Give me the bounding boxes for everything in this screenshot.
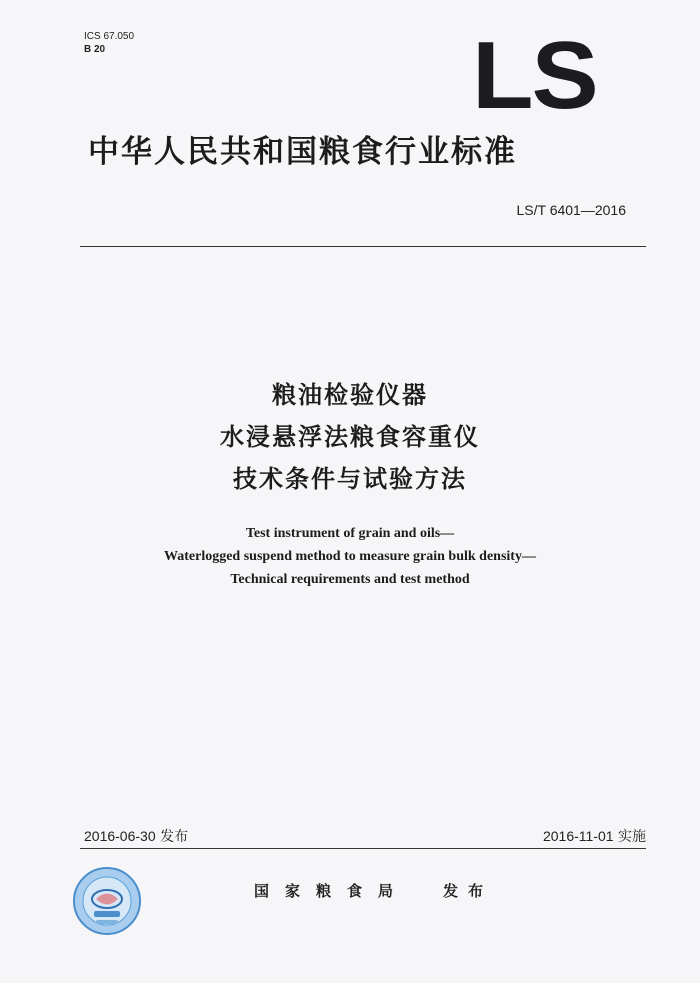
english-title <box>0 522 700 591</box>
implementation-date-value: 2016-11-01 <box>542 828 614 844</box>
standard-header-title: 中华人民共和国粮食行业标准 <box>88 134 517 170</box>
implementation-date-label: 实施 <box>618 829 646 845</box>
bottom-divider <box>80 848 646 849</box>
top-divider <box>80 246 646 247</box>
issue-date-label: 发布 <box>160 829 189 845</box>
chinese-title <box>0 374 700 500</box>
classification-codes <box>84 30 134 56</box>
publisher-action: 发布 <box>443 882 494 900</box>
ics-code: ICS 67.050 <box>84 31 135 42</box>
publisher-organization: 国家粮食局 <box>254 882 410 900</box>
chinese-title-line-2: 水浸悬浮法粮食容重仪 <box>220 423 480 451</box>
issue-date-value: 2016-06-30 <box>84 828 156 844</box>
ccs-code: B 20 <box>84 44 106 55</box>
issue-date <box>84 826 188 846</box>
english-title-line-1: Test instrument of grain and oils— <box>245 526 455 541</box>
chinese-title-line-3: 技术条件与试验方法 <box>233 465 467 493</box>
ls-logo-text: LS <box>472 22 597 129</box>
anti-counterfeit-seal-icon <box>72 866 142 936</box>
english-title-line-2: Waterlogged suspend method to measure grain bulk density— <box>164 549 536 564</box>
ls-logo <box>472 22 612 129</box>
standard-number: LS/T 6401—2016 <box>516 202 626 218</box>
implementation-date <box>543 826 646 846</box>
chinese-title-line-1: 粮油检验仪器 <box>272 381 428 409</box>
english-title-line-3: Technical requirements and test method <box>230 572 470 587</box>
